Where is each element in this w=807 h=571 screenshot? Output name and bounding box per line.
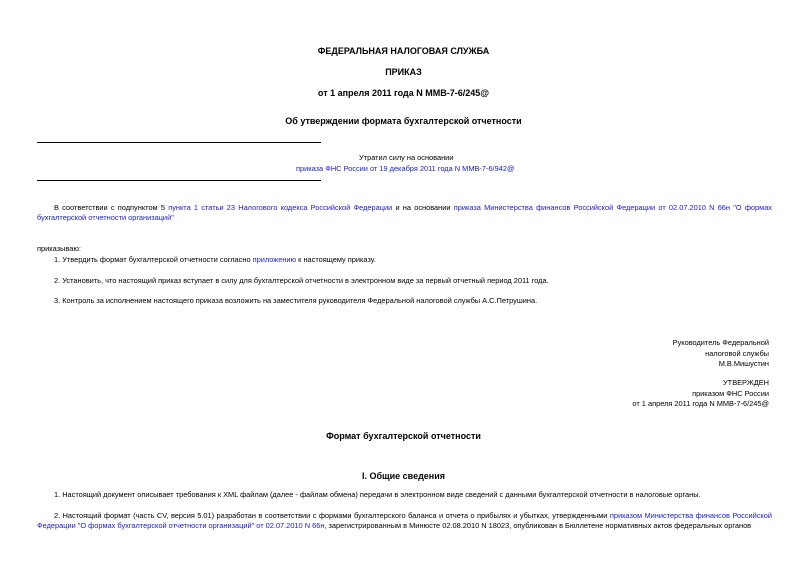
item1-text-before: 1. Утвердить формат бухгалтерской отчетности согласно <box>54 255 251 264</box>
doc-type-title: ПРИКАЗ <box>385 67 422 77</box>
tax-code-link[interactable]: пункта 1 статьи 23 Налогового кодекса Российской Федерации <box>168 203 393 212</box>
appendix-paragraph-1: 1. Настоящий документ описывает требования к XML файлам (далее - файлам обмена) передачи в электронном виде сведений с данными бухгалтерской отчетности в налоговые органы. <box>54 490 701 499</box>
p2-text-1: 2. Настоящий формат (часть CV, версия 5.01) разработан в соответствии с формами бухгалтерского баланса и отчета о прибылях и убытках, утвержденными <box>54 511 608 520</box>
approval-line-3: от 1 апреля 2011 года N ММВ-7-6/245@ <box>632 399 769 408</box>
appendix-title: Формат бухгалтерской отчетности <box>326 431 481 441</box>
signature-line-2: налоговой службы <box>705 348 769 358</box>
preamble-text-1: В соответствии с подпунктом 5 <box>54 203 165 212</box>
signature-line-3: М.В.Мишустин <box>718 359 769 368</box>
agency-title: ФЕДЕРАЛЬНАЯ НАЛОГОВАЯ СЛУЖБА <box>317 46 490 56</box>
order-subject: Об утверждении формата бухгалтерской отчетности <box>285 116 522 126</box>
section-title: I. Общие сведения <box>361 471 446 481</box>
repeal-link-text[interactable]: приказа ФНС России от 19 декабря 2011 года N ММВ-7-6/942@ <box>296 164 515 173</box>
repeal-divider-top <box>37 142 321 143</box>
approval-block <box>632 378 769 410</box>
minfin-order-link[interactable]: приказа Министерства финансов Российской Федерации от 02.07.2010 N 66н "О формах бухгалтерской отчетности организаций" <box>37 203 773 222</box>
order-item-2: 2. Установить, что настоящий приказ вступает в силу для бухгалтерской отчетности в электронном виде за первый отчетный период 2011 года. <box>54 276 549 285</box>
signature-block <box>673 338 769 370</box>
p2-text-2: , зарегистрированным в Минюсте 02.08.2010 N 18023, опубликован в Бюллетене нормативных актов федеральных органов <box>324 521 752 530</box>
order-date-number: от 1 апреля 2011 года N ММВ-7-6/245@ <box>317 88 490 98</box>
approval-line-1: УТВЕРЖДЕН <box>722 378 769 387</box>
preamble-paragraph <box>37 203 772 223</box>
order-item-1 <box>54 255 376 264</box>
repeal-divider-bottom <box>37 180 321 181</box>
order-item-3: 3. Контроль за исполнением настоящего приказа возложить на заместителя руководителя Федеральной налоговой службы А.С.Петрушина. <box>54 296 538 305</box>
item1-text-after: к настоящему приказу. <box>298 255 376 264</box>
repeal-note-text: Утратил силу на основании <box>359 153 454 162</box>
preamble-text-2: и на основании <box>395 203 451 212</box>
repeal-note-link[interactable] <box>296 164 514 173</box>
approval-line-2: приказом ФНС России <box>692 388 769 398</box>
order-command: приказываю: <box>37 244 81 253</box>
appendix-paragraph-2 <box>37 511 772 531</box>
minfin-order-link-2[interactable]: приказом Министерства финансов Российской Федерации "О формах бухгалтерской отчетности организаций" от 02.07.2010 N 66н <box>37 511 772 530</box>
appendix-link[interactable]: приложению <box>252 255 297 264</box>
signature-line-1: Руководитель Федеральной <box>672 338 769 347</box>
